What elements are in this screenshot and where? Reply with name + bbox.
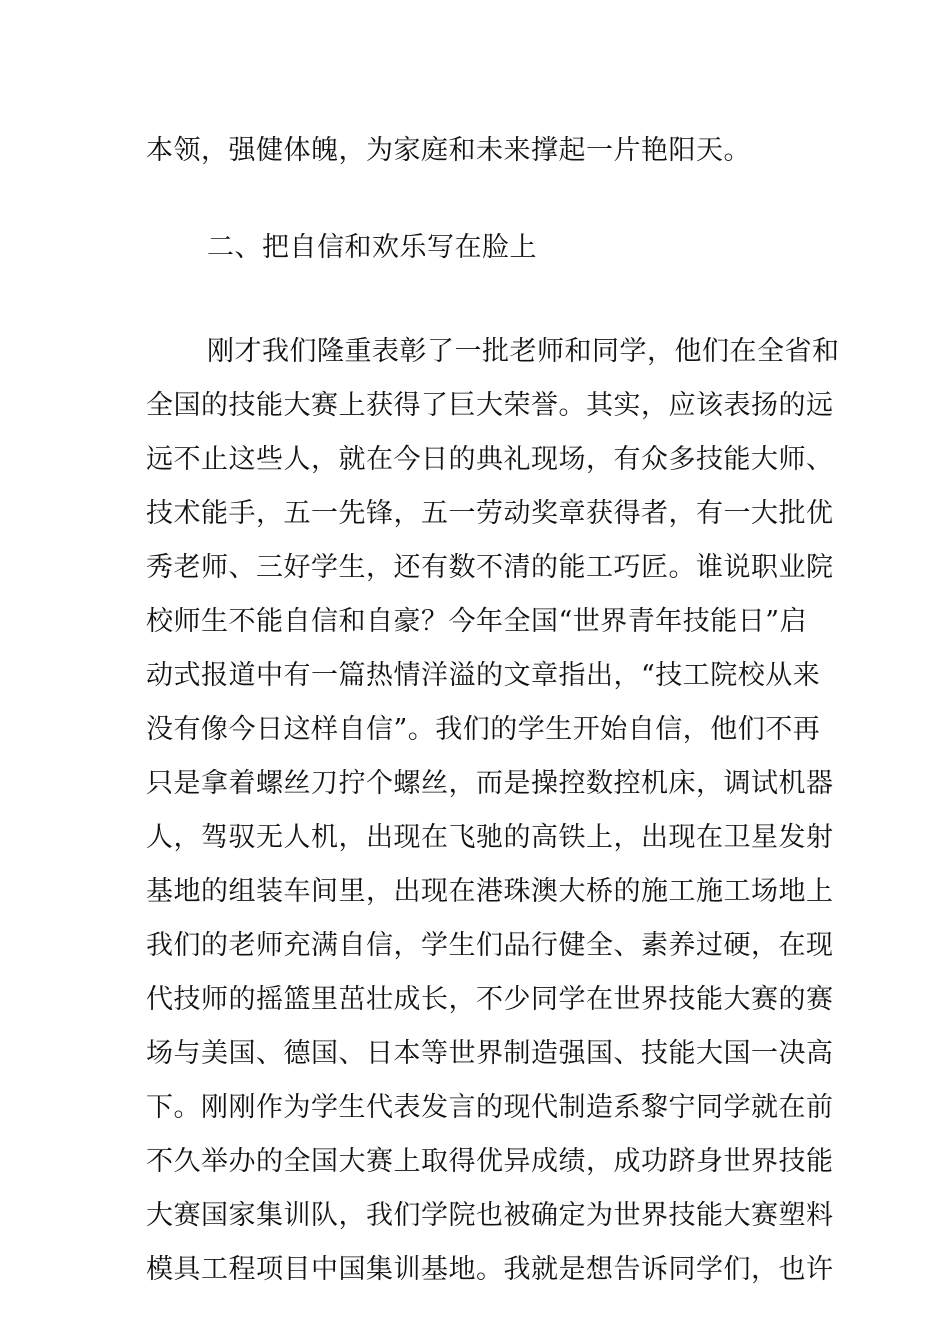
body-text-line: 场与美国、德国、日本等世界制造强国、技能大国一决高	[146, 1038, 834, 1069]
body-text-line: 远不止这些人，就在今日的典礼现场，有众多技能大师、	[146, 444, 834, 475]
body-text-line: 人，驾驭无人机，出现在飞驰的高铁上，出现在卫星发射	[146, 822, 834, 853]
body-text-line: 大赛国家集训队，我们学院也被确定为世界技能大赛塑料	[146, 1200, 834, 1231]
body-text-line: 模具工程项目中国集训基地。我就是想告诉同学们，也许	[146, 1254, 834, 1285]
body-text-line: 我们的老师充满自信，学生们品行健全、素养过硬，在现	[146, 930, 834, 961]
body-text-line: 刚才我们隆重表彰了一批老师和同学，他们在全省和	[207, 336, 840, 367]
section-heading: 二、把自信和欢乐写在脸上	[207, 232, 537, 263]
paragraph-end-line: 本领，强健体魄，为家庭和未来撑起一片艳阳天。	[146, 135, 751, 166]
body-text-line: 代技师的摇篮里茁壮成长，不少同学在世界技能大赛的赛	[146, 984, 834, 1015]
body-text-line: 基地的组装车间里，出现在港珠澳大桥的施工施工场地上	[146, 876, 834, 907]
body-text-line: 只是拿着螺丝刀拧个螺丝，而是操控数控机床，调试机器	[146, 768, 834, 799]
body-text-line: 不久举办的全国大赛上取得优异成绩，成功跻身世界技能	[146, 1146, 834, 1177]
body-text-line: 技术能手，五一先锋，五一劳动奖章获得者，有一大批优	[146, 498, 834, 529]
body-text-line: 全国的技能大赛上获得了巨大荣誉。其实，应该表扬的远	[146, 390, 834, 421]
body-text-line: 校师生不能自信和自豪？今年全国“世界青年技能日”启	[146, 606, 808, 637]
body-text-line: 下。刚刚作为学生代表发言的现代制造系黎宁同学就在前	[146, 1092, 834, 1123]
body-text-line: 没有像今日这样自信”。我们的学生开始自信，他们不再	[146, 714, 821, 745]
body-text-line: 动式报道中有一篇热情洋溢的文章指出，“技工院校从来	[146, 660, 821, 691]
body-text-line: 秀老师、三好学生，还有数不清的能工巧匠。谁说职业院	[146, 552, 834, 583]
